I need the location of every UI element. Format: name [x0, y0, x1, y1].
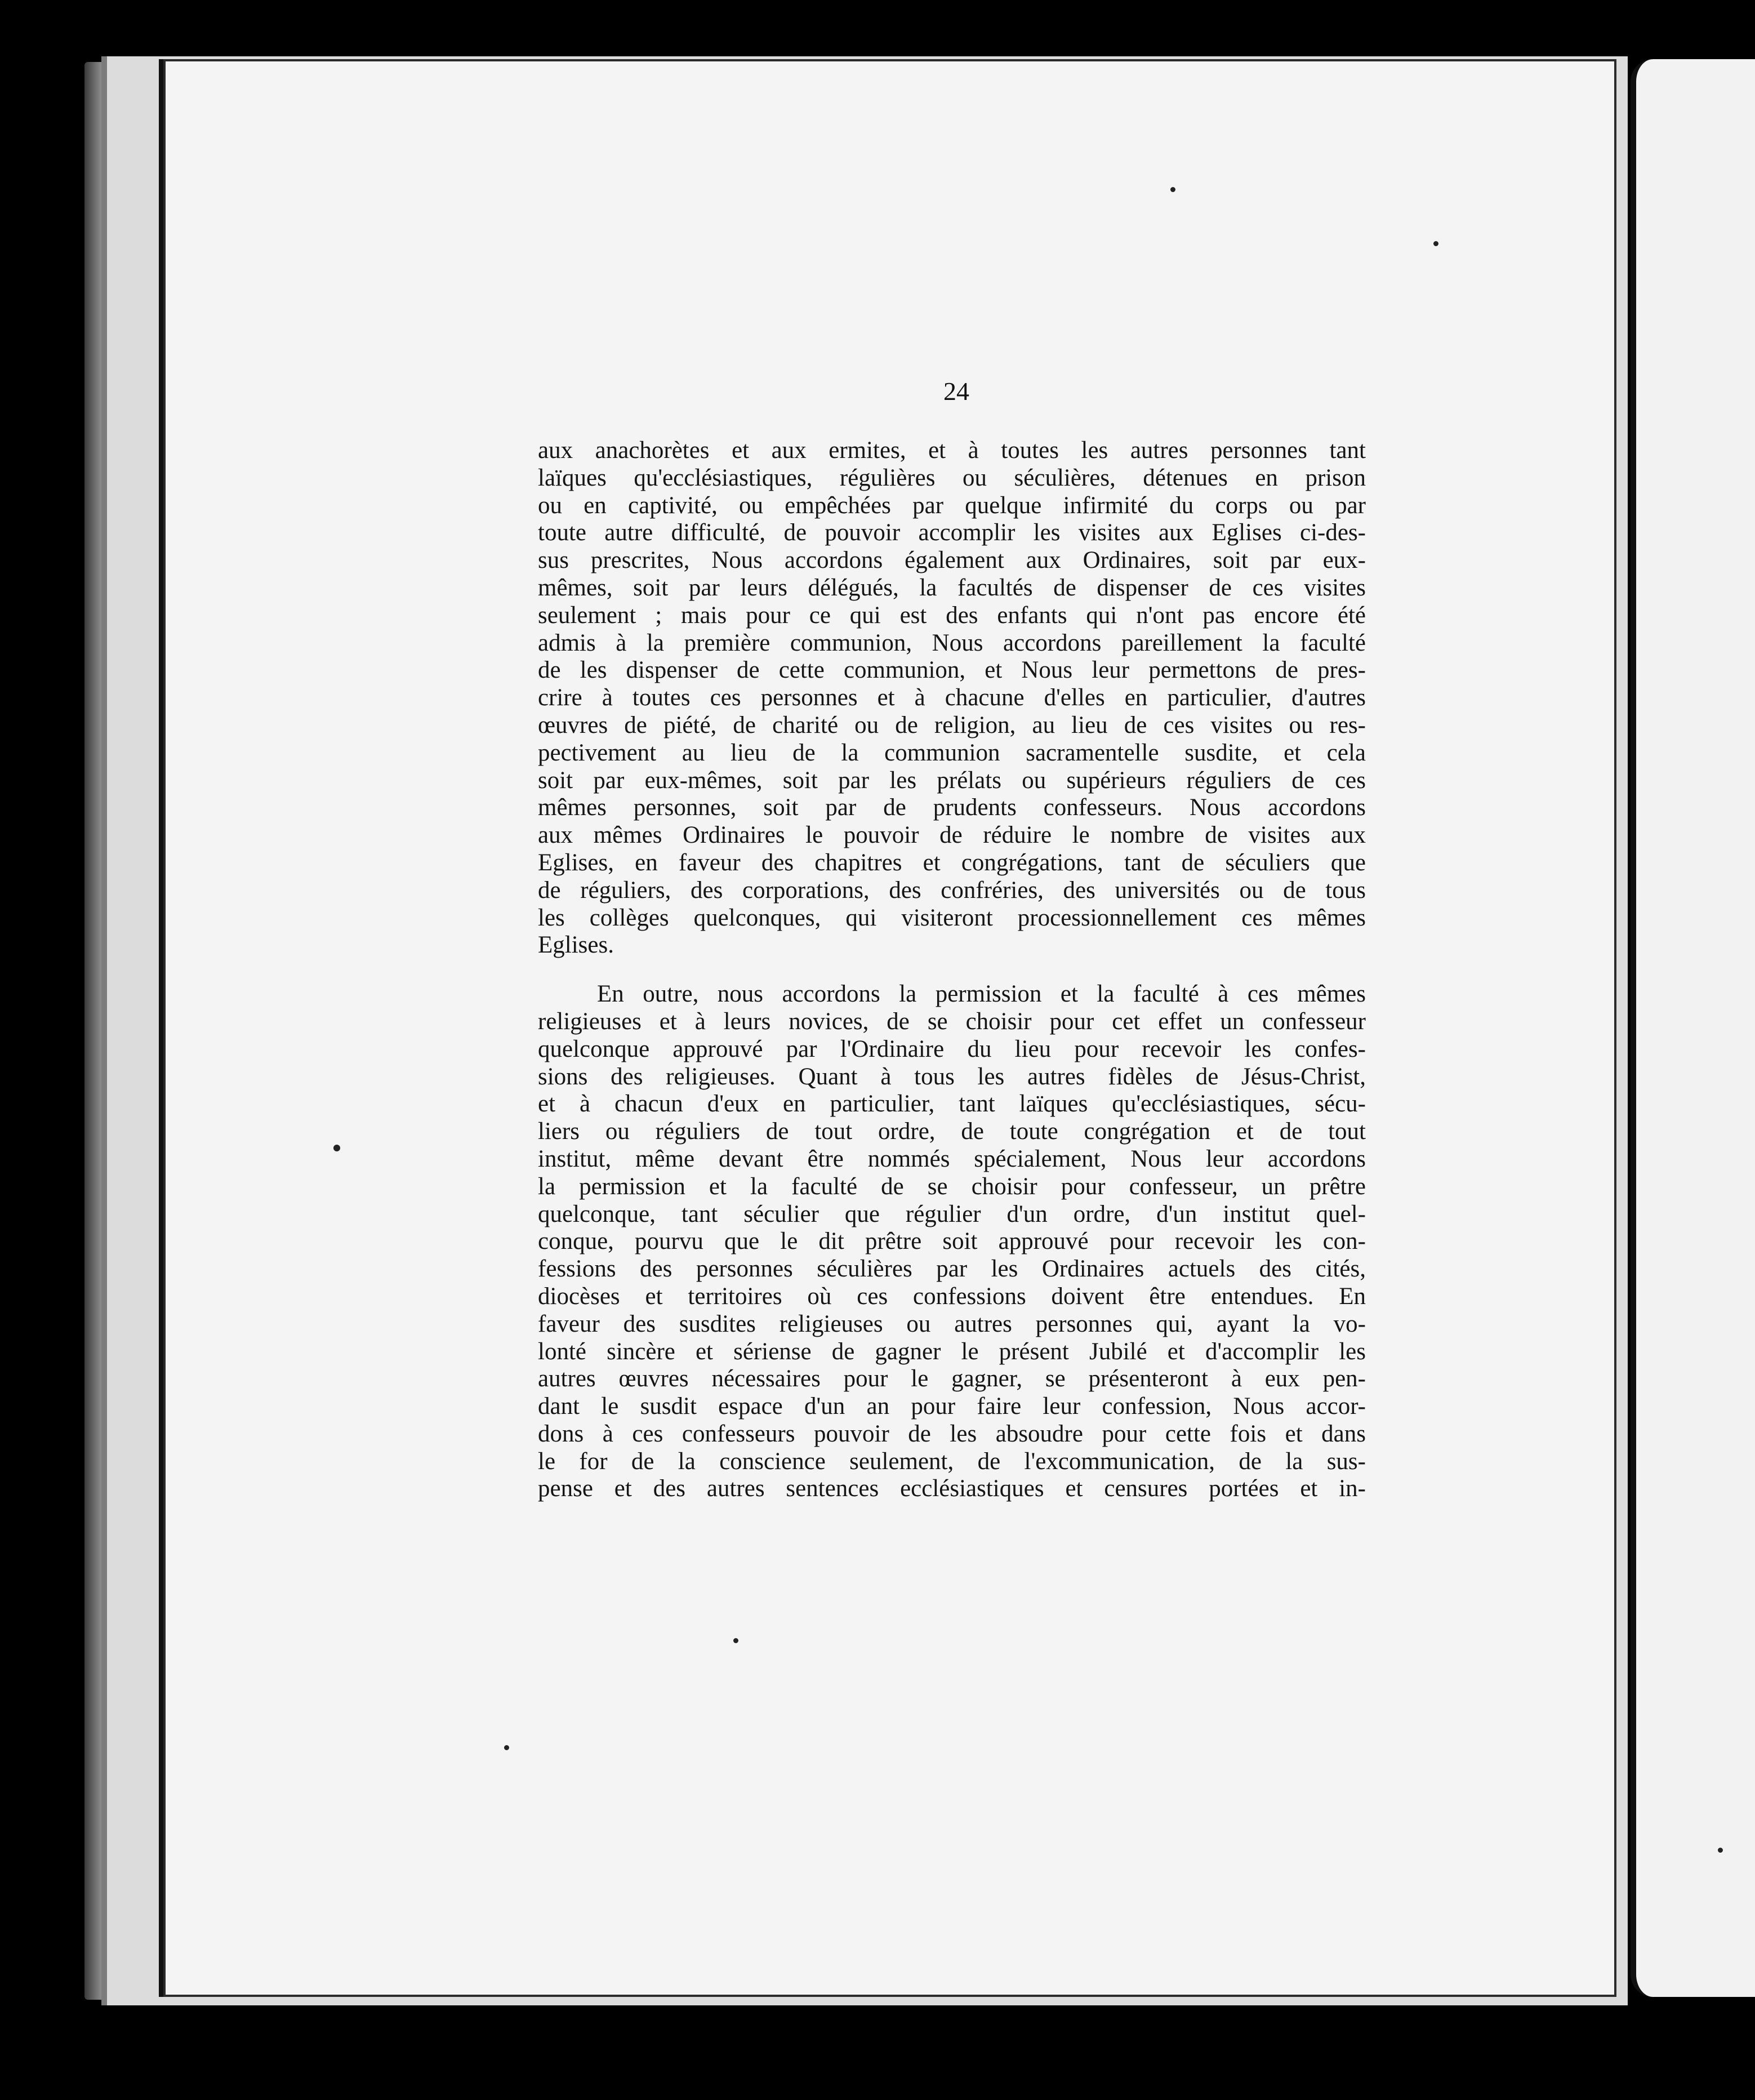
text-line: pense et des autres sentences ecclésiastiques et censures portées et in- [538, 1475, 1366, 1502]
text-line: laïques qu'ecclésiastiques, régulières ou séculières, détenues en prison [538, 464, 1366, 491]
text-line: mêmes, soit par leurs délégués, la facultés de dispenser de ces visites [538, 574, 1366, 601]
text-line: En outre, nous accordons la permission et la faculté à ces mêmes [597, 981, 1366, 1008]
print-speck [1433, 241, 1438, 246]
page-number: 24 [943, 377, 969, 406]
text-line: soit par eux-mêmes, soit par les prélats ou supérieurs réguliers de ces [538, 767, 1366, 794]
facing-page-edge [1631, 59, 1755, 1997]
text-line: la permission et la faculté de se choisir pour confesseur, un prêtre [538, 1173, 1366, 1200]
paragraph-spacer [538, 959, 1366, 981]
print-speck [333, 1145, 340, 1151]
text-line: conque, pourvu que le dit prêtre soit approuvé pour recevoir les con- [538, 1228, 1366, 1255]
text-line: sus prescrites, Nous accordons également aux Ordinaires, soit par eux- [538, 547, 1366, 574]
text-line: de réguliers, des corporations, des confréries, des universités ou de tous [538, 877, 1366, 904]
text-line: pectivement au lieu de la communion sacramentelle susdite, et cela [538, 739, 1366, 766]
text-line: faveur des susdites religieuses ou autres personnes qui, ayant la vo- [538, 1310, 1366, 1337]
print-speck [733, 1638, 738, 1643]
text-line: et à chacun d'eux en particulier, tant laïques qu'ecclésiastiques, sécu- [538, 1091, 1366, 1118]
text-line: institut, même devant être nommés spécialement, Nous leur accordons [538, 1145, 1366, 1172]
paragraph [538, 981, 1366, 1503]
text-line: mêmes personnes, soit par de prudents confesseurs. Nous accordons [538, 794, 1366, 821]
text-line: religieuses et à leurs novices, de se choisir pour cet effet un confesseur [538, 1008, 1366, 1035]
body-text [538, 437, 1366, 1503]
text-line: fessions des personnes séculières par les Ordinaires actuels des cités, [538, 1256, 1366, 1283]
text-line: aux mêmes Ordinaires le pouvoir de réduire le nombre de visites aux [538, 822, 1366, 849]
text-line: le for de la conscience seulement, de l'excommunication, de la sus- [538, 1448, 1366, 1475]
text-line: autres œuvres nécessaires pour le gagner, se présenteront à eux pen- [538, 1365, 1366, 1392]
text-line: lonté sincère et sériense de gagner le présent Jubilé et d'accomplir les [538, 1338, 1366, 1365]
print-speck [504, 1745, 509, 1750]
text-line: Eglises, en faveur des chapitres et congrégations, tant de séculiers que [538, 849, 1366, 876]
text-line: sions des religieuses. Quant à tous les autres fidèles de Jésus-Christ, [538, 1063, 1366, 1090]
print-speck [1718, 1848, 1723, 1853]
text-line: aux anachorètes et aux ermites, et à toutes les autres personnes tant [538, 437, 1366, 464]
paragraph [538, 437, 1366, 959]
text-line: dons à ces confesseurs pouvoir de les absoudre pour cette fois et dans [538, 1420, 1366, 1447]
text-line: ou en captivité, ou empêchées par quelque infirmité du corps ou par [538, 492, 1366, 519]
text-line: Eglises. [538, 932, 614, 959]
text-line: quelconque, tant séculier que régulier d'un ordre, d'un institut quel- [538, 1200, 1366, 1227]
text-line: quelconque approuvé par l'Ordinaire du lieu pour recevoir les confes- [538, 1035, 1366, 1062]
text-line: œuvres de piété, de charité ou de religion, au lieu de ces visites ou res- [538, 711, 1366, 738]
text-line: toute autre difficulté, de pouvoir accomplir les visites aux Eglises ci-des- [538, 519, 1366, 546]
text-line: admis à la première communion, Nous accordons pareillement la faculté [538, 629, 1366, 656]
text-line: crire à toutes ces personnes et à chacune d'elles en particulier, d'autres [538, 684, 1366, 711]
text-line: de les dispenser de cette communion, et Nous leur permettons de pres- [538, 657, 1366, 684]
text-line: seulement ; mais pour ce qui est des enfants qui n'ont pas encore été [538, 602, 1366, 629]
text-line: dant le susdit espace d'un an pour faire leur confession, Nous accor- [538, 1393, 1366, 1420]
print-speck [1170, 187, 1175, 192]
text-line: liers ou réguliers de tout ordre, de toute congrégation et de tout [538, 1118, 1366, 1145]
text-line: diocèses et territoires où ces confessions doivent être entendues. En [538, 1283, 1366, 1310]
text-line: les collèges quelconques, qui visiteront processionnellement ces mêmes [538, 904, 1366, 931]
